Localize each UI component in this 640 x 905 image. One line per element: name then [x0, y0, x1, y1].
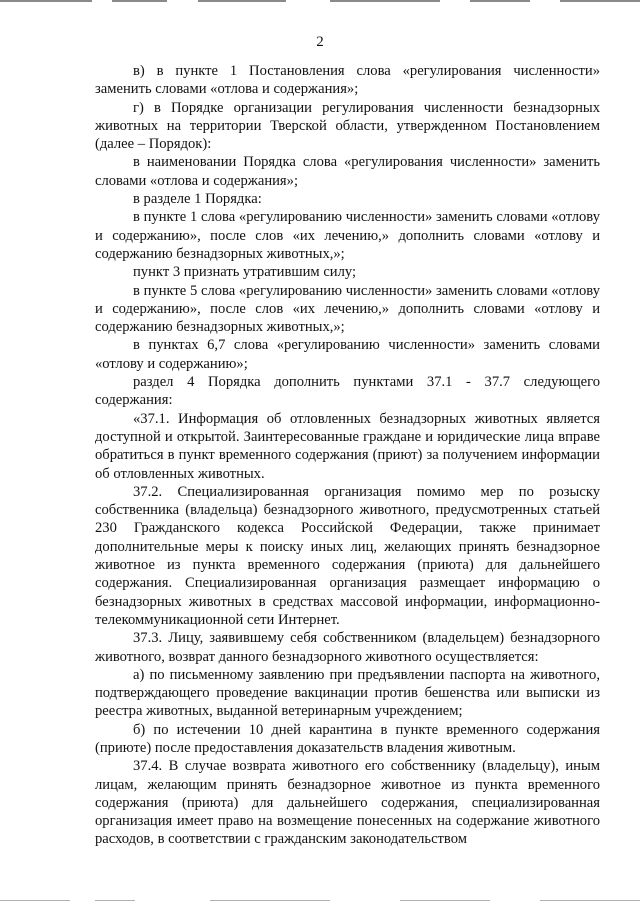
paragraph: в пункте 1 слова «регулированию численности» заменить словами «отлову и содержанию», после слов «их лечению,» дополнить словами «отлову и содержанию безнадзорных животных,»; — [95, 209, 600, 262]
scan-top-edge — [0, 0, 640, 4]
paragraph: 37.2. Специализированная организация помимо мер по розыску собственника (владельца) безнадзорного животного, предусмотренных статьей 230 Гражданского кодекса Российской Федерации, также принимает дополнительные меры к поиску иных лиц, желающих принять безнадзорное животное из пункта временного содержания (приюта) для дальнейшего содержания. Специализированная организация размещает информацию о безнадзорных животных в средствах массовой информации, информационно-телекоммуникационной сети Интернет. — [95, 483, 600, 628]
paragraph: 37.3. Лицу, заявившему себя собственником (владельцем) безнадзорного животного, возврат данного безнадзорного животного осуществляется: — [95, 630, 600, 665]
paragraph: в пунктах 6,7 слова «регулированию численности» заменить словами «отлову и содержанию»; — [95, 337, 600, 372]
paragraph: «37.1. Информация об отловленных безнадзорных животных является доступной и открытой. Заинтересованные граждане и юридические лица вправе обратиться в пункт временного содержания (приют) за получением информации об отловленных животных. — [95, 410, 600, 482]
scan-bottom-edge — [0, 900, 640, 902]
paragraph: раздел 4 Порядка дополнить пунктами 37.1 - 37.7 следующего содержания: — [95, 374, 600, 409]
paragraph: 37.4. В случае возврата животного его собственнику (владельцу), иным лицам, желающим принять безнадзорное животное из пункта временного содержания (приюта) для дальнейшего содержания, специализированная организация имеет право на возмещение понесенных на содержание животного расходов, в соответствии с гражданским законодательством — [95, 758, 600, 848]
paragraph: а) по письменному заявлению при предъявлении паспорта на животного, подтверждающего проведение вакцинации против бешенства или выписки из реестра животных, выданной ветеринарным учреждением; — [95, 666, 600, 720]
paragraph: в наименовании Порядка слова «регулирования численности» заменить словами «отлова и содержания»; — [95, 154, 600, 189]
paragraph: г) в Порядке организации регулирования численности безнадзорных животных на территории Тверской области, утвержденном Постановлением (далее – Порядок): — [95, 99, 600, 153]
paragraph: в разделе 1 Порядка: — [133, 191, 262, 208]
document-body — [95, 62, 600, 849]
paragraph: пункт 3 признать утратившим силу; — [133, 264, 357, 281]
paragraph: в пункте 5 слова «регулированию численности» заменить словами «отлову и содержанию», после слов «их лечению,» дополнить словами «отлову и содержанию безнадзорных животных,»; — [95, 282, 600, 336]
page-number: 2 — [316, 34, 324, 50]
paragraph: б) по истечении 10 дней карантина в пункте временного содержания (приюте) после предоставления доказательств владения животным. — [95, 721, 600, 756]
paragraph: в) в пункте 1 Постановления слова «регулирования численности» заменить словами «отлова и содержания»; — [95, 63, 600, 98]
